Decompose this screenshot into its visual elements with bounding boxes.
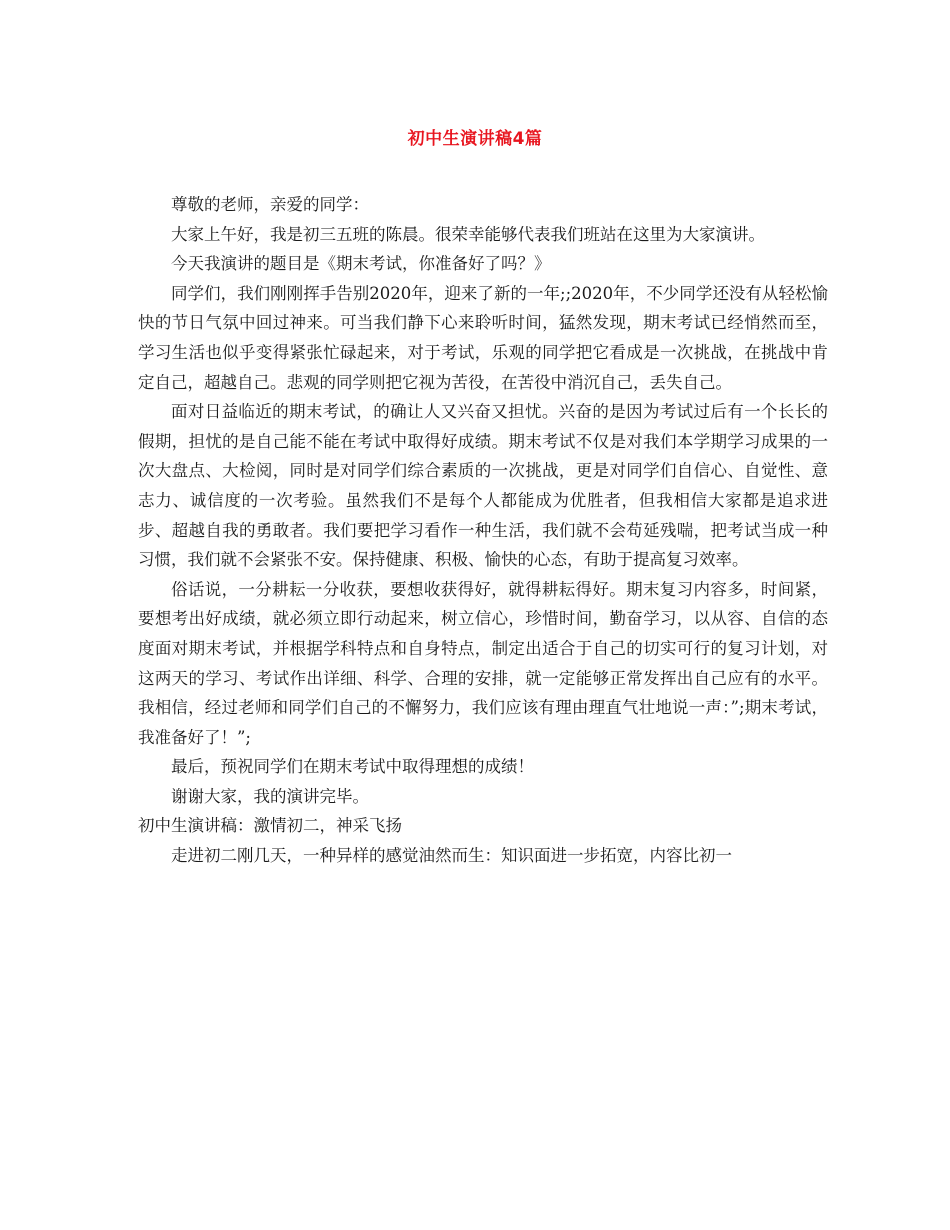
document-body: [138, 190, 828, 871]
document-title: 初中生演讲稿4篇: [407, 129, 543, 149]
thanks-paragraph: 谢谢大家，我的演讲完毕。: [171, 786, 369, 806]
body-paragraph: 走进初二刚几天，一种异样的感觉油然而生：知识面进一步拓宽，内容比初一: [171, 846, 732, 866]
body-paragraph: 俗话说，一分耕耘一分收获，要想收获得好，就得耕耘得好。期末复习内容多，时间紧，要想考出好成绩，就必须立即行动起来，树立信心，珍惜时间，勤奋学习，以从容、自信的态度面对期末考试，并根据学科特点和自身特点，制定出适合于自己的切实可行的复习计划，对这两天的学习、考试作出详细、科学、合理的安排，就一定能够正常发挥出自己应有的水平。我相信，经过老师和同学们自己的不懈努力，我们应该有理由理直气壮地说一声：”;期末考试，我准备好了！”;: [138, 579, 828, 747]
body-paragraph: 同学们，我们刚刚挥手告别2020年，迎来了新的一年;;2020年，不少同学还没有从轻松愉快的节日气氛中回过神来。可当我们静下心来聆听时间，猛然发现，期末考试已经悄然而至，学习生活也似乎变得紧张忙碌起来，对于考试，乐观的同学把它看成是一次挑战，在挑战中肯定自己，超越自己。悲观的同学则把它视为苦役，在苦役中消沉自己，丢失自己。: [138, 283, 828, 392]
body-paragraph: 面对日益临近的期末考试，的确让人又兴奋又担忧。兴奋的是因为考试过后有一个长长的假期，担忧的是自己能不能在考试中取得好成绩。期末考试不仅是对我们本学期学习成果的一次大盘点、大检阅，同时是对同学们综合素质的一次挑战，更是对同学们自信心、自觉性、意志力、诚信度的一次考验。虽然我们不是每个人都能成为优胜者，但我相信大家都是追求进步、超越自我的勇敢者。我们要把学习看作一种生活，我们就不会苟延残喘，把考试当成一种习惯，我们就不会紧张不安。保持健康、积极、愉快的心态，有助于提高复习效率。: [138, 402, 828, 570]
greeting-paragraph: 大家上午好，我是初三五班的陈晨。很荣幸能够代表我们班站在这里为大家演讲。: [171, 224, 765, 244]
topic-paragraph: 今天我演讲的题目是《期末考试，你准备好了吗？》: [171, 254, 551, 274]
salutation-paragraph: 尊敬的老师，亲爱的同学：: [171, 195, 369, 214]
section-subheading: 初中生演讲稿：激情初二，神采飞扬: [138, 816, 402, 836]
closing-paragraph: 最后，预祝同学们在期末考试中取得理想的成绩！: [171, 757, 534, 777]
